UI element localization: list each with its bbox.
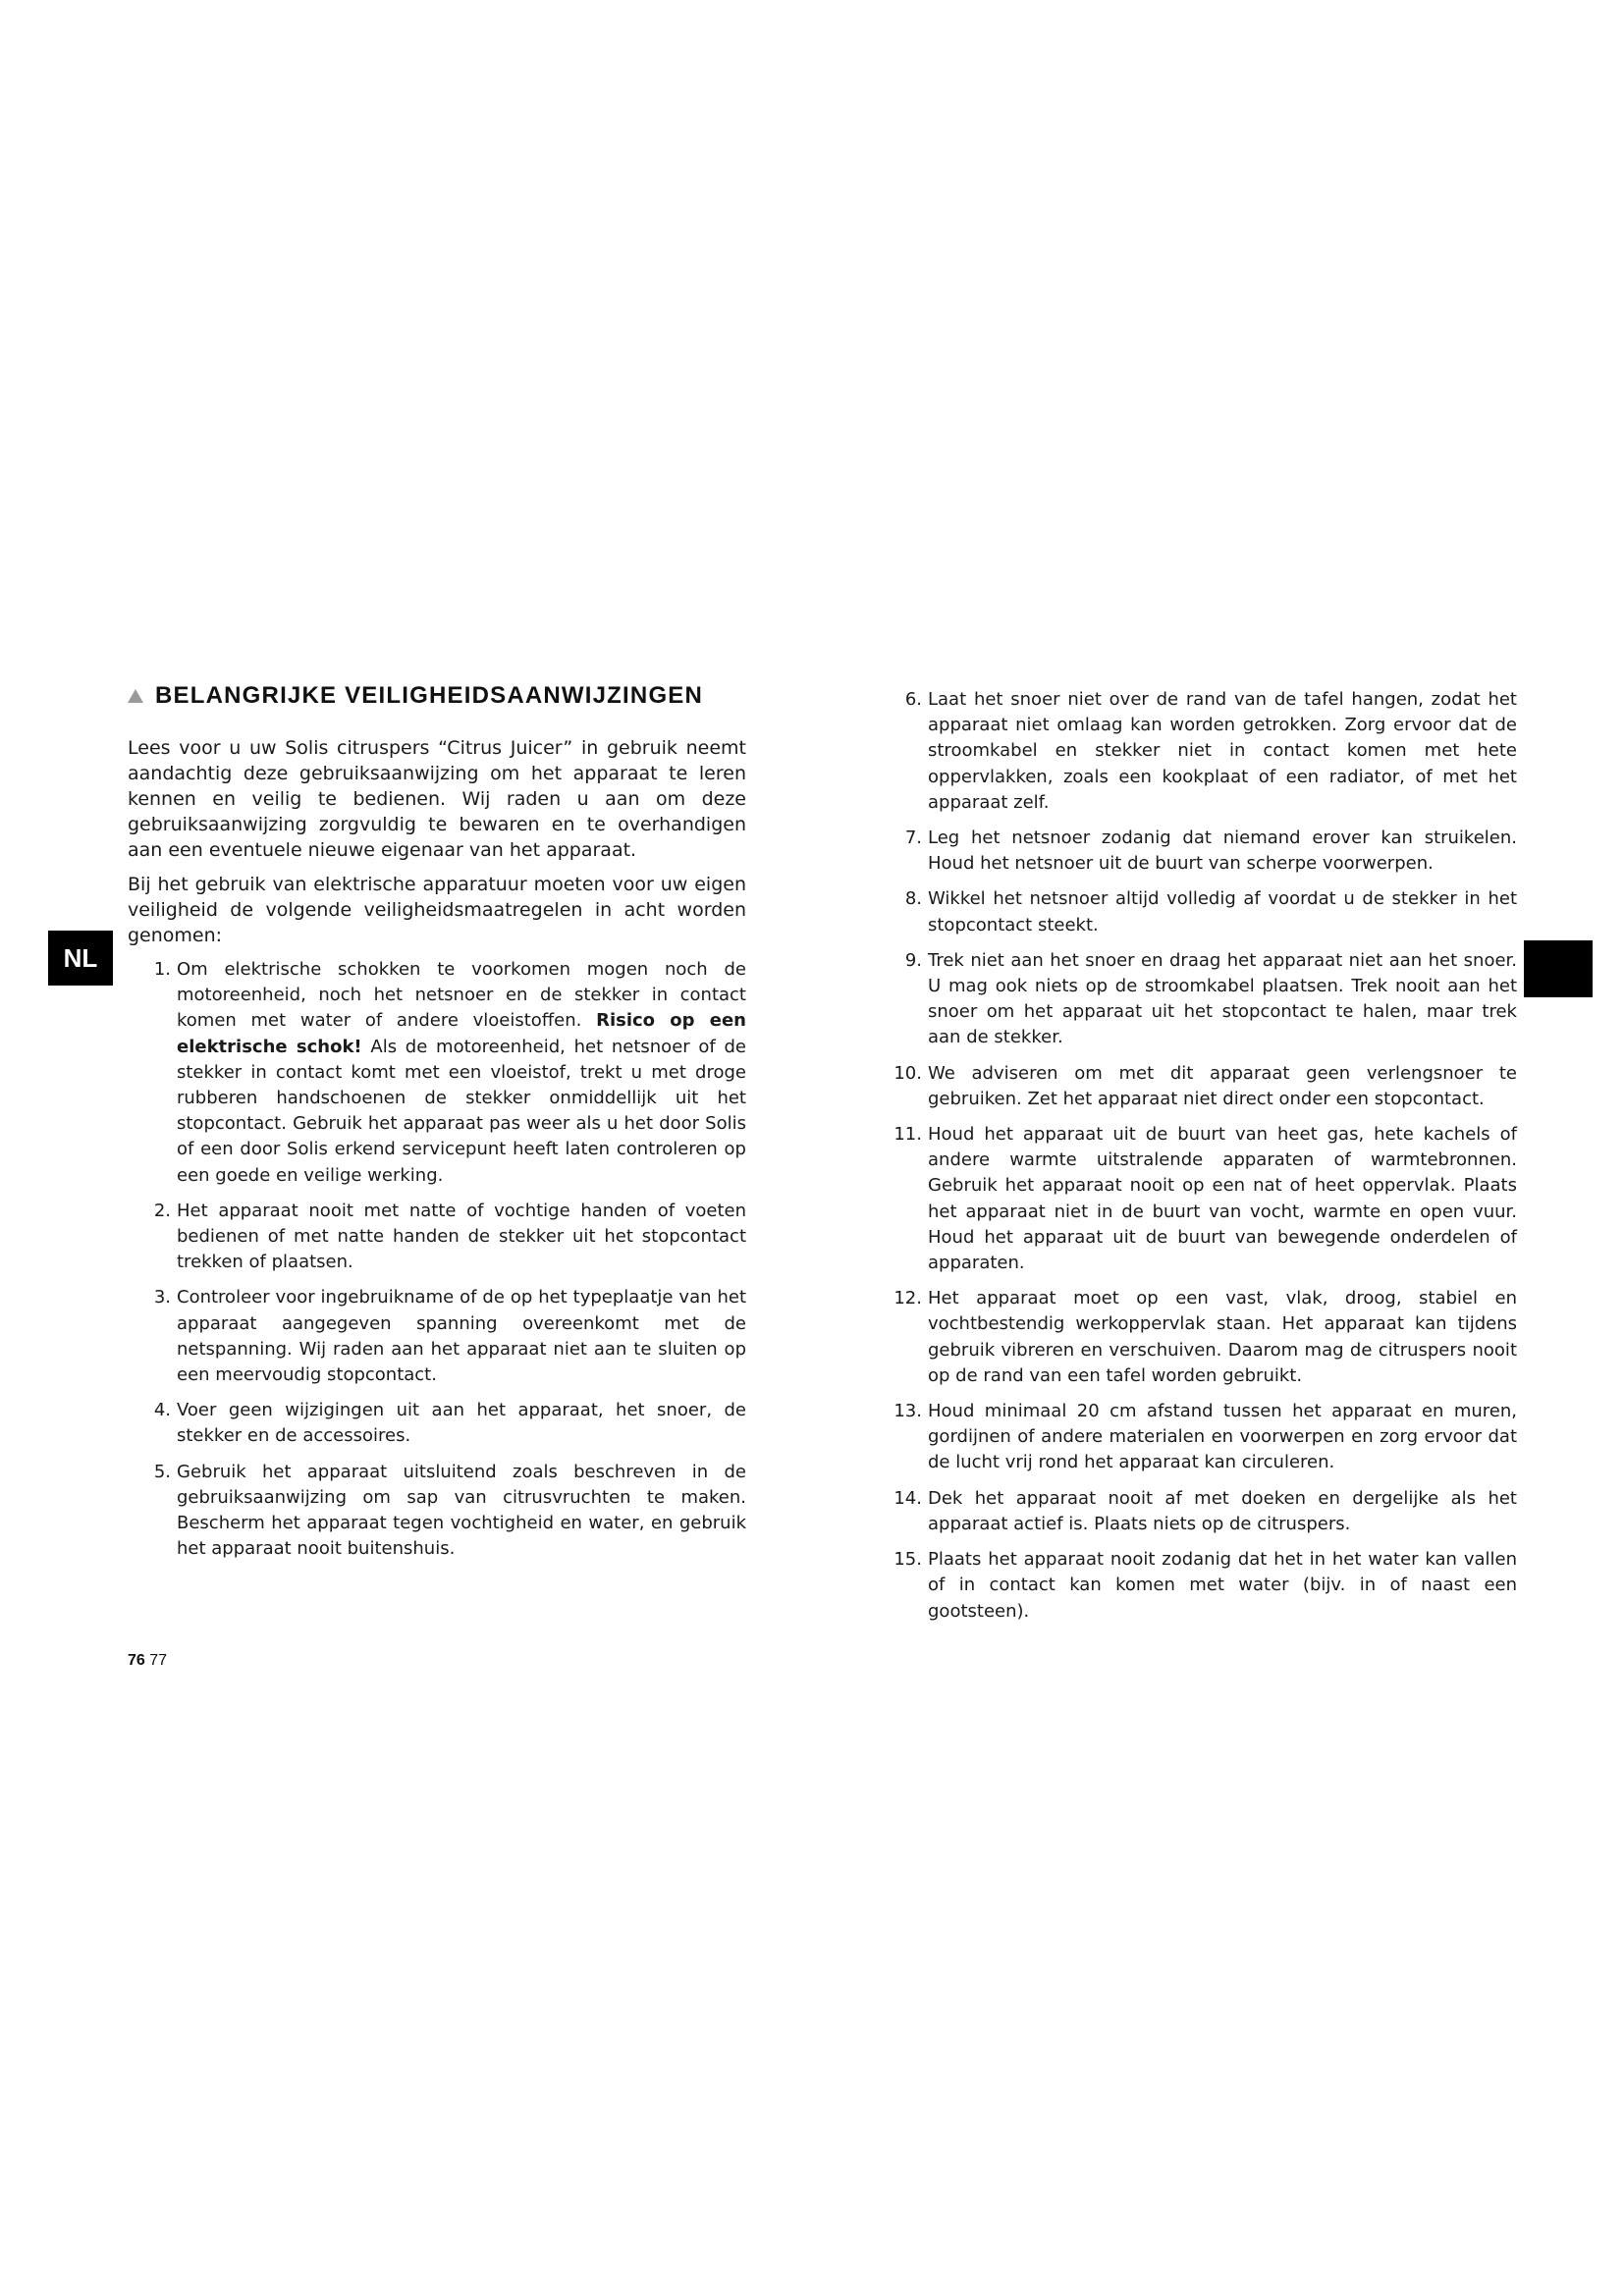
list-item — [137, 1460, 746, 1563]
item-number: 10. — [893, 1062, 922, 1084]
item-number: 13. — [893, 1401, 922, 1422]
item-text: Wikkel het netsnoer altijd volledig af voordat u de stekker in het stopcontact steekt. — [928, 888, 1517, 935]
left-column — [128, 682, 746, 1572]
item-text: Voer geen wijzigingen uit aan het apparaat, het snoer, de stekker en de accessoires. — [177, 1400, 746, 1447]
list-item — [889, 826, 1517, 877]
list-item — [137, 957, 746, 1189]
section-heading — [128, 682, 746, 710]
item-text: Houd minimaal 20 cm afstand tussen het apparaat en muren, gordijnen of andere materialen en voorwerpen en zorg ervoor dat de lucht vrij rond het apparaat kan circuleren. — [928, 1401, 1517, 1473]
item-text: Om elektrische schokken te voorkomen mogen noch de motoreenheid, noch het netsnoer en de stekker in contact komen met water of andere vloeistoffen. Risico op een elektrische schok! Als de motoreenheid, het netsnoer of de stekker in contact komt met een vloeistof, trekt u met droge rubberen handschoenen de stekker onmiddellijk uit het stopcontact. Gebruik het apparaat pas weer als u het door Solis of een door Solis erkend servicepunt heeft laten controleren op een goede en veilige werking. — [177, 959, 746, 1186]
list-item — [137, 1398, 746, 1449]
item-text: Gebruik het apparaat uitsluitend zoals beschreven in de gebruiksaanwijzing om sap van citrusvruchten te maken. Bescherm het apparaat tegen vochtigheid en water, en gebruik het apparaat nooit buitenshuis. — [177, 1461, 746, 1560]
list-item — [889, 886, 1517, 937]
item-number: 15. — [893, 1549, 922, 1571]
warning-triangle-icon — [128, 689, 143, 703]
list-item — [137, 1199, 746, 1276]
list-item — [889, 1486, 1517, 1537]
intro-paragraph-1: Lees voor u uw Solis citruspers “Citrus Juicer” in gebruik neemt aandachtig deze gebruiksaanwijzing om het apparaat te leren kennen en veilig te bedienen. Wij raden u aan om deze gebruiksaanwijzing zorgvuldig te bewaren en te overhandigen aan een eventuele nieuwe eigenaar van het apparaat. — [128, 737, 746, 861]
page-number-next: 77 — [149, 1652, 168, 1669]
item-text: Het apparaat nooit met natte of vochtige handen of voeten bedienen of met natte handen de stekker uit het stopcontact trekken of plaatsen. — [177, 1200, 746, 1273]
item-number: 14. — [893, 1487, 922, 1509]
list-item — [889, 948, 1517, 1051]
item-number: 8. — [904, 888, 922, 910]
list-item — [889, 1286, 1517, 1389]
item-text: Trek niet aan het snoer en draag het apparaat niet aan het snoer. U mag ook niets op de stroomkabel plaatsen. Trek nooit aan het snoer om het apparaat uit het stopcontact te halen, maar trek aan de stekker. — [928, 949, 1517, 1048]
item-number: 5. — [153, 1461, 171, 1482]
page-number-current: 76 — [128, 1652, 145, 1669]
language-tab: NL — [48, 931, 113, 986]
heading-text: BELANGRIJKE VEILIGHEIDSAANWIJZINGEN — [155, 682, 704, 709]
item-text: Dek het apparaat nooit af met doeken en dergelijke als het apparaat actief is. Plaats niets op de citruspers. — [928, 1487, 1517, 1534]
item-text: We adviseren om met dit apparaat geen verlengsnoer te gebruiken. Zet het apparaat niet direct onder een stopcontact. — [928, 1062, 1517, 1109]
item-text: Controleer voor ingebruikname of de op het typeplaatje van het apparaat aangegeven spanning overeenkomt met de netspanning. Wij raden aan het apparaat niet aan te sluiten op een meervoudig stopcontact. — [177, 1287, 746, 1386]
safety-list-left — [137, 957, 746, 1562]
item-number: 7. — [904, 828, 922, 849]
edge-tab-marker — [1524, 940, 1593, 997]
list-item — [889, 1547, 1517, 1625]
item-text: Leg het netsnoer zodanig dat niemand erover kan struikelen. Houd het netsnoer uit de buurt van scherpe voorwerpen. — [928, 828, 1517, 875]
item-text: Houd het apparaat uit de buurt van heet gas, hete kachels of andere warmte uitstralende apparaten of warmtebronnen. Gebruik het apparaat nooit op een nat of heet oppervlak. Plaats het apparaat niet in de buurt van vocht, warmte en open vuur. Houd het apparaat uit de buurt van bewegende onderdelen of apparaten. — [928, 1124, 1517, 1274]
item-number: 12. — [893, 1288, 922, 1309]
list-item — [889, 1122, 1517, 1276]
list-item — [889, 1061, 1517, 1112]
item-number: 9. — [904, 949, 922, 971]
shock-risk-warning: Risico op een elektrische schok! — [177, 1010, 746, 1057]
item-number: 2. — [153, 1200, 171, 1221]
page-numbers — [128, 1652, 167, 1670]
safety-list-right — [889, 687, 1517, 1625]
item-number: 1. — [153, 959, 171, 980]
item-number: 4. — [153, 1400, 171, 1421]
item-text: Laat het snoer niet over de rand van de tafel hangen, zodat het apparaat niet omlaag kan worden getrokken. Zorg ervoor dat de stroomkabel en stekker niet in contact komen met hete oppervlakken, zoals een kookplaat of een radiator, of met het apparaat zelf. — [928, 689, 1517, 813]
right-column — [889, 687, 1517, 1634]
list-item — [889, 1399, 1517, 1476]
item-text: Plaats het apparaat nooit zodanig dat het in het water kan vallen of in contact kan komen met water (bijv. in of naast een gootsteen). — [928, 1549, 1517, 1622]
intro-paragraph-2: Bij het gebruik van elektrische apparatuur moeten voor uw eigen veiligheid de volgende veiligheidsmaatregelen in acht worden genomen: — [128, 874, 746, 946]
item-number: 6. — [904, 689, 922, 710]
list-item — [889, 687, 1517, 816]
item-number: 3. — [153, 1287, 171, 1308]
item-number: 11. — [893, 1124, 922, 1146]
item-text: Het apparaat moet op een vast, vlak, droog, stabiel en vochtbestendig werkoppervlak staan. Het apparaat kan tijdens gebruik vibreren en verschuiven. Daarom mag de citruspers nooit op de rand van een tafel worden gebruikt. — [928, 1288, 1517, 1386]
list-item — [137, 1285, 746, 1388]
